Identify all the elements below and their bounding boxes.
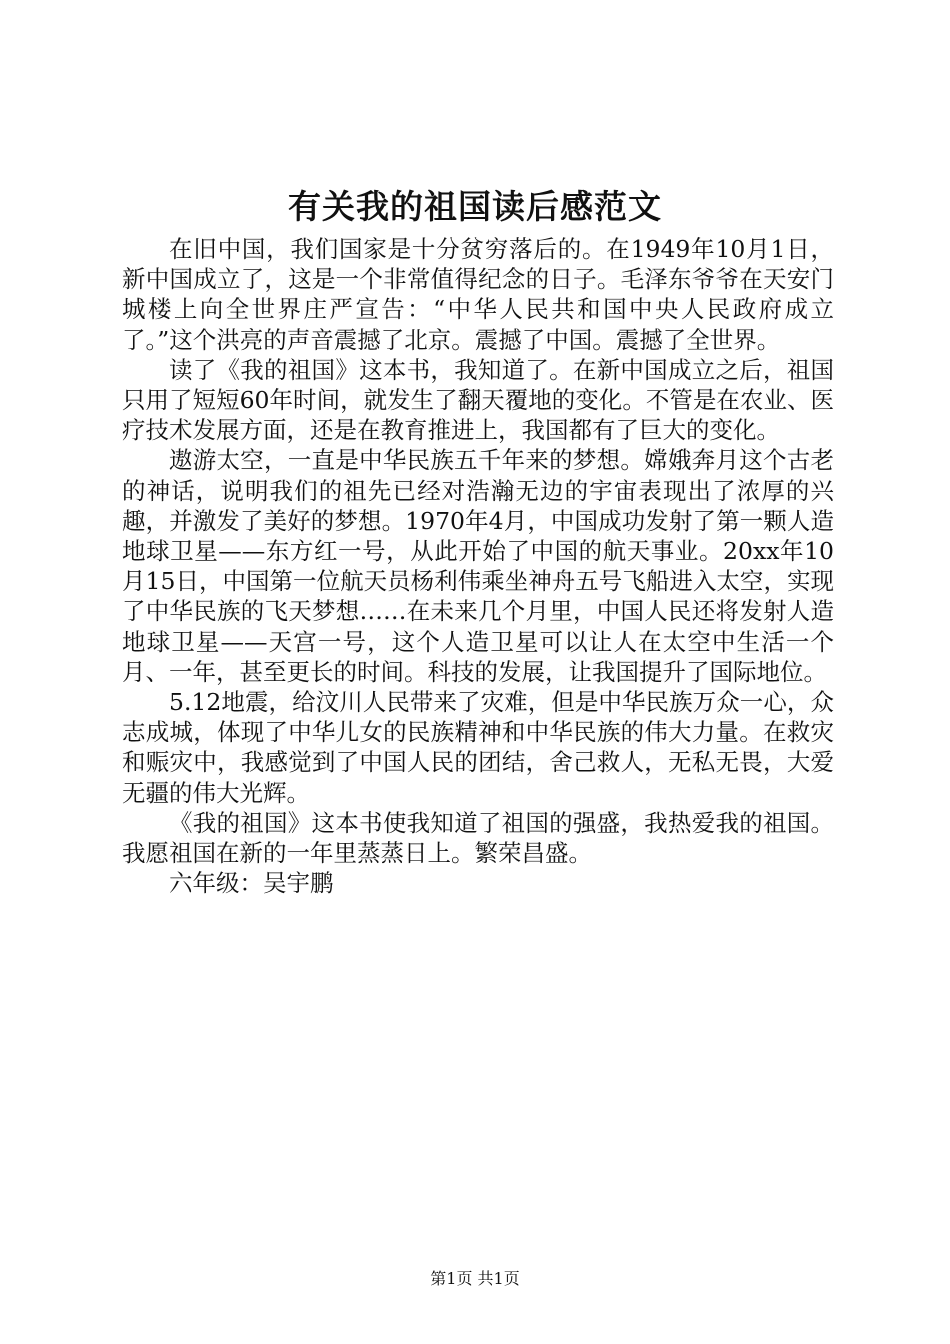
- page-footer: 第1页 共1页: [430, 1269, 520, 1288]
- document-body: [122, 234, 834, 898]
- author-line: 六年级：吴宇鹏: [169, 869, 334, 898]
- paragraph-3: 遨游太空，一直是中华民族五千年来的梦想。嫦娥奔月这个古老的神话，说明我们的祖先已经对浩瀚无边的宇宙表现出了浓厚的兴趣，并激发了美好的梦想。1970年4月，中国成功发射了第一颗人造地球卫星——东方红一号，从此开始了中国的航天事业。20xx年10月15日，中国第一位航天员杨利伟乘坐神舟五号飞船进入太空，实现了中华民族的飞天梦想……在未来几个月里，中国人民还将发射人造地球卫星——天宫一号，这个人造卫星可以让人在太空中生活一个月、一年，甚至更长的时间。科技的发展，让我国提升了国际地位。: [122, 446, 834, 686]
- paragraph-1: 在旧中国，我们国家是十分贫穷落后的。在1949年10月1日，新中国成立了，这是一个非常值得纪念的日子。毛泽东爷爷在天安门城楼上向全世界庄严宣告：“中华人民共和国中央人民政府成立了。”这个洪亮的声音震撼了北京。震撼了中国。震撼了全世界。: [122, 235, 834, 354]
- paragraph-4: 5.12地震，给汶川人民带来了灾难，但是中华民族万众一心，众志成城，体现了中华儿女的民族精神和中华民族的伟大力量。在救灾和赈灾中，我感觉到了中国人民的团结，舍己救人，无私无畏，大爱无疆的伟大光辉。: [122, 688, 834, 807]
- paragraph-2: 读了《我的祖国》这本书，我知道了。在新中国成立之后，祖国只用了短短60年时间，就发生了翻天覆地的变化。不管是在农业、医疗技术发展方面，还是在教育推进上，我国都有了巨大的变化。: [122, 355, 834, 445]
- document-title: 有关我的祖国读后感范文: [288, 187, 662, 226]
- paragraph-5: 《我的祖国》这本书使我知道了祖国的强盛，我热爱我的祖国。我愿祖国在新的一年里蒸蒸日上。繁荣昌盛。: [122, 808, 834, 868]
